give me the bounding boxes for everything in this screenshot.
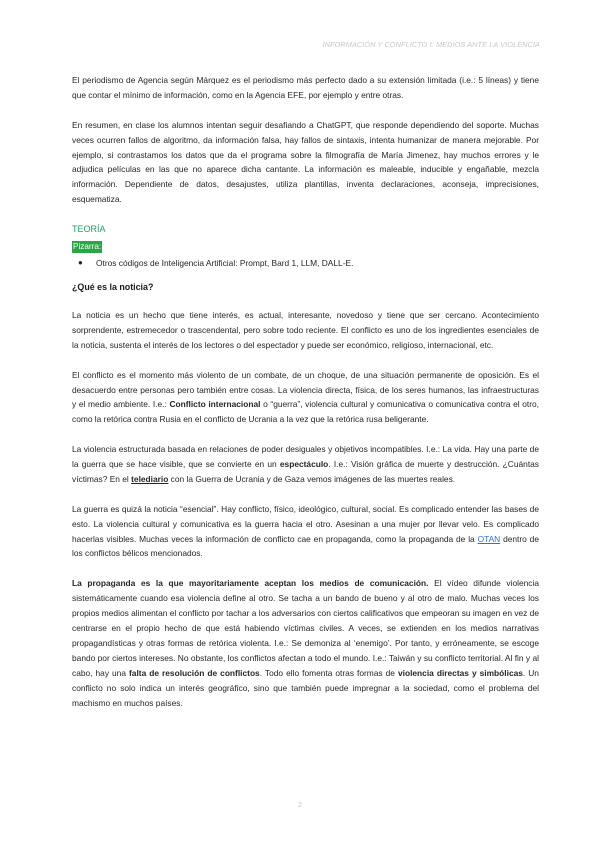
bullet-list (72, 256, 539, 270)
paragraph-news-definition: La noticia es un hecho que tiene interés, es actual, interesante, novedoso y tiene que ser cercano. Acontecimiento sorprendente, estremecedor o trascendental, pero sobre todo reciente. El conflicto es uno de los ingredientes esenciales de la noticia, sustenta el interés de los lectores o del espectador y puede ser económico, religioso, internacional, etc. (72, 310, 539, 350)
paragraph-agency: El periodismo de Agencia según Márquez es el periodismo más perfecto dado a su extensión limitada (i.e.: 5 líneas) y tiene que contar el mínimo de información, como en la Agencia EFE, por ejemplo y entre otras. (72, 75, 539, 100)
paragraph-structural-violence: La violencia estructurada basada en relaciones de poder desiguales y objetivos incompatibles. I.e.: La vida. Hay una parte de la guerra que se hace visible, que se convierte en un espectáculo. I.e.: Visión gráfica de muerte y destrucción. ¿Cuántas víctimas? En el telediario con la Guerra de Ucrania y de Gaza vemos imágenes de las muertes reales. (72, 444, 539, 484)
paragraph-chatgpt: En resumen, en clase los alumnos intentan seguir desafiando a ChatGPT, que responde dependiendo del soporte. Muchas veces ocurren fallos de algoritmo, da información falsa, hay fallos de sintaxis, intenta humanizar de manera mejorable. Por ejemplo, si contrastamos los datos que da el programa sobre la filmografía de María Jimenez, hay muchos errores y le adjudica películas en las que no aparece dicha cantante. La información es maleable, inducible y engañable, mezcla información. Dependiente de datos, desajustes, utiliza plantillas, inventa declaraciones, aconseja, imprecisiones, esquematiza. (72, 119, 539, 205)
paragraph-conflict: El conflicto es el momento más violento de un combate, de un choque, de una situación permanente de oposición. Es el desacuerdo entre personas pero también entre cosas. La violencia directa, física, de los seres humanos, las infraestructuras y el medio ambiente. I.e.: Conflicto internacional o “guerra”, violencia cultural y comunicativa o comunicativa contra el otro, como la retórica contra Rusia en el conflicto de Ucrania a la vez que la retórica rusa beligerante. (72, 369, 539, 425)
bold-international-conflict: Conflicto internacional (169, 399, 261, 410)
bullet-icon: ● (78, 258, 83, 268)
bold-spectacle: espectáculo (279, 459, 329, 470)
list-item (78, 256, 539, 270)
bold-symbolic-violence: violencia directas y simbólicas (397, 667, 523, 678)
page-number: 2 (297, 800, 303, 809)
page-content (72, 73, 539, 710)
underlined-telediario: telediario (131, 473, 169, 484)
paragraph-war-news: La guerra es quizá la noticia “esencial”. Hay conflicto, físico, ideológico, cultural, social. Es complicado entender las bases de esto. La violencia cultural y comunicativa es la guerra hacia el otro. Asesinan a una mujer por llevar velo. Es complicado hacerlas visibles. Muchas veces la información de conflicto cae en propaganda, como la propaganda de la OTAN dentro de los conflictos bélicos mencionados. (72, 503, 539, 559)
bold-propaganda: La propaganda es la que mayoritariamente aceptan los medios de comunicación. (72, 578, 429, 589)
section-label-theory: TEORÍA (72, 224, 106, 235)
list-item-text: Otros códigos de Inteligencia Artificial: Prompt, Bard 1, LLM, DALL-E. (96, 258, 354, 269)
otan-link[interactable]: OTAN (477, 533, 501, 544)
page-header: INFORMACIÓN Y CONFLICTO I: MEDIOS ANTE LA VIOLENCIA (322, 40, 540, 49)
section-heading: ¿Qué es la noticia? (72, 282, 154, 293)
pizarra-label: Pizarra: (73, 242, 102, 252)
bold-conflict-resolution: falta de resolución de conflictos (129, 667, 260, 678)
paragraph-propaganda: La propaganda es la que mayoritariamente aceptan los medios de comunicación. El vídeo difunde violencia sistemáticamente cuando esa violencia define al otro. Se tacha a un bando de bueno y al otro de malo. Muchas veces los propios medios alimentan el conflicto por tachar a los adversarios con ciertos calificativos que empeoran su imagen en vez de centrarse en el propio hecho de que está habiendo víctimas civiles. A veces, se extienden en los medios narrativas propagandísticas y otras formas de retórica violenta. I.e.: Se demoniza al ‘enemigo’. Por tanto, y erróneamente, se escoge bando por ciertos intereses. No obstante, los conflictos afectan a todo el mundo. I.e.: Taiwán y su conflicto territorial. Al fin y al cabo, hay una falta de resolución de conflictos. Todo ello fomenta otras formas de violencia directas y simbólicas. Un conflicto no solo indica un interés geográfico, sino que también puede impregnar a la sociedad, como el problema del machismo en muchos países. (72, 578, 539, 708)
